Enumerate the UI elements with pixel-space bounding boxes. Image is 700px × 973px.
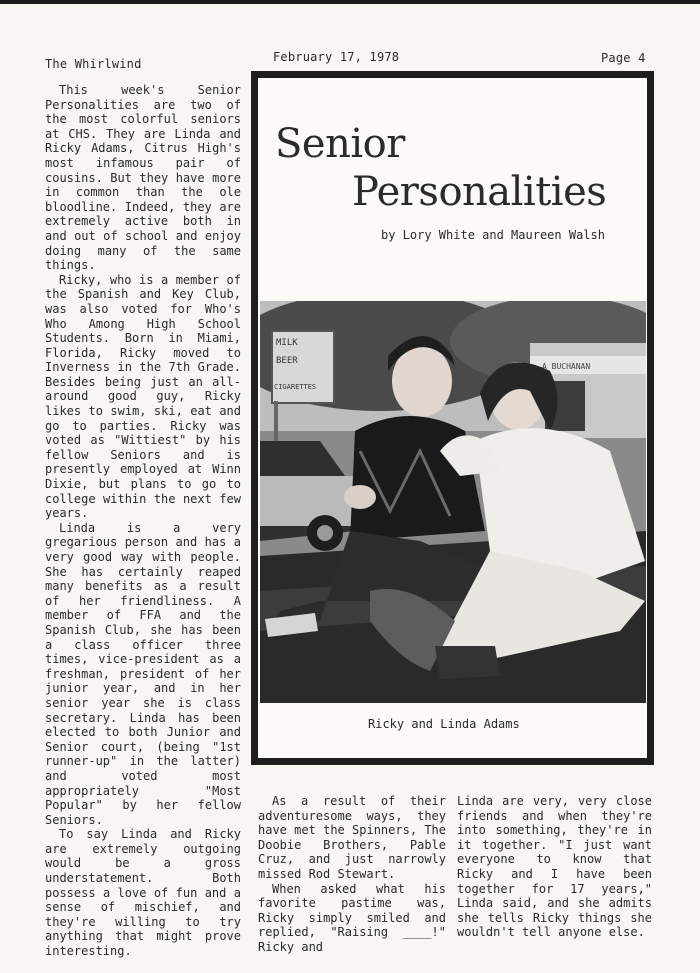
article-paragraph-7: Linda are very, very close friends and when they're into something, they're in it together. "I just want everyone to know that Ricky and I have been together for 17 years," Linda said, and she admits she tells Ricky things she wouldn't tell anyone else. [457,794,652,940]
article-paragraph-5: As a result of their adventuresome ways, they have met the Spinners, The Doobie Brothers, Pable Cruz, and just narrowly missed Rod Stewart. [258,794,446,881]
photo-sign-beer: BEER [276,356,298,366]
article-column-right [457,794,652,940]
article-column-left [45,83,241,959]
article-paragraph-3: Linda is a very gregarious person and has a very good way with people. She has certainly reaped many benefits as a result of her friendliness. A member of FFA and the Spanish Club, she has been a class officer three times, vice-president as a freshman, president of her junior year, and in her senior year she is class secretary. Linda has been elected to both Junior and Senior court, (being "1st runner-up" in the latter) and voted most appropriately "Most Popular" by her fellow Seniors. [45,520,241,827]
page-top-edge [0,0,700,4]
page-number: Page 4 [601,51,646,65]
feature-title-line2: Personalities [352,169,607,215]
feature-title-line1: Senior [275,121,405,167]
article-column-middle [258,794,446,955]
feature-box [251,71,654,765]
article-paragraph-4: To say Linda and Ricky are extremely outgoing would be a gross understatement. Both possess a love of fun and a sense of mischief, and they're willing to try anything that might prove interesting. [45,827,241,959]
photo-sign-milk: MILK [276,338,298,348]
feature-photo [260,301,646,703]
issue-date: February 17, 1978 [273,50,400,64]
publication-name: The Whirlwind [45,57,142,71]
article-paragraph-1: This week's Senior Personalities are two of the most colorful seniors at CHS. They are Linda and Ricky Adams, Citrus High's most infamous pair of cousins. But they have more in common than the ole bloodline. Indeed, they are extremely active both in and out of school and enjoy doing many of the same things. [45,83,241,273]
feature-byline: by Lory White and Maureen Walsh [381,228,605,242]
photo-store-sign: A BUCHANAN [542,362,591,371]
photo-caption: Ricky and Linda Adams [368,717,520,731]
photo-sign-cigarettes: CIGARETTES [274,383,317,391]
article-paragraph-6: When asked what his favorite pastime was, Ricky simply smiled and replied, "Raising ____!" Ricky and [258,881,446,954]
article-paragraph-2: Ricky, who is a member of the Spanish and Key Club, was also voted for Who's Who Among High School Students. Born in Miami, Florida, Ricky moved to Inverness in the 7th Grade. Besides being just an all-around good guy, Ricky likes to swim, ski, eat and go to parties. Ricky was voted as "Wittiest" by his fellow Seniors and is presently employed at Winn Dixie, but plans to go to college within the next few years. [45,272,241,521]
